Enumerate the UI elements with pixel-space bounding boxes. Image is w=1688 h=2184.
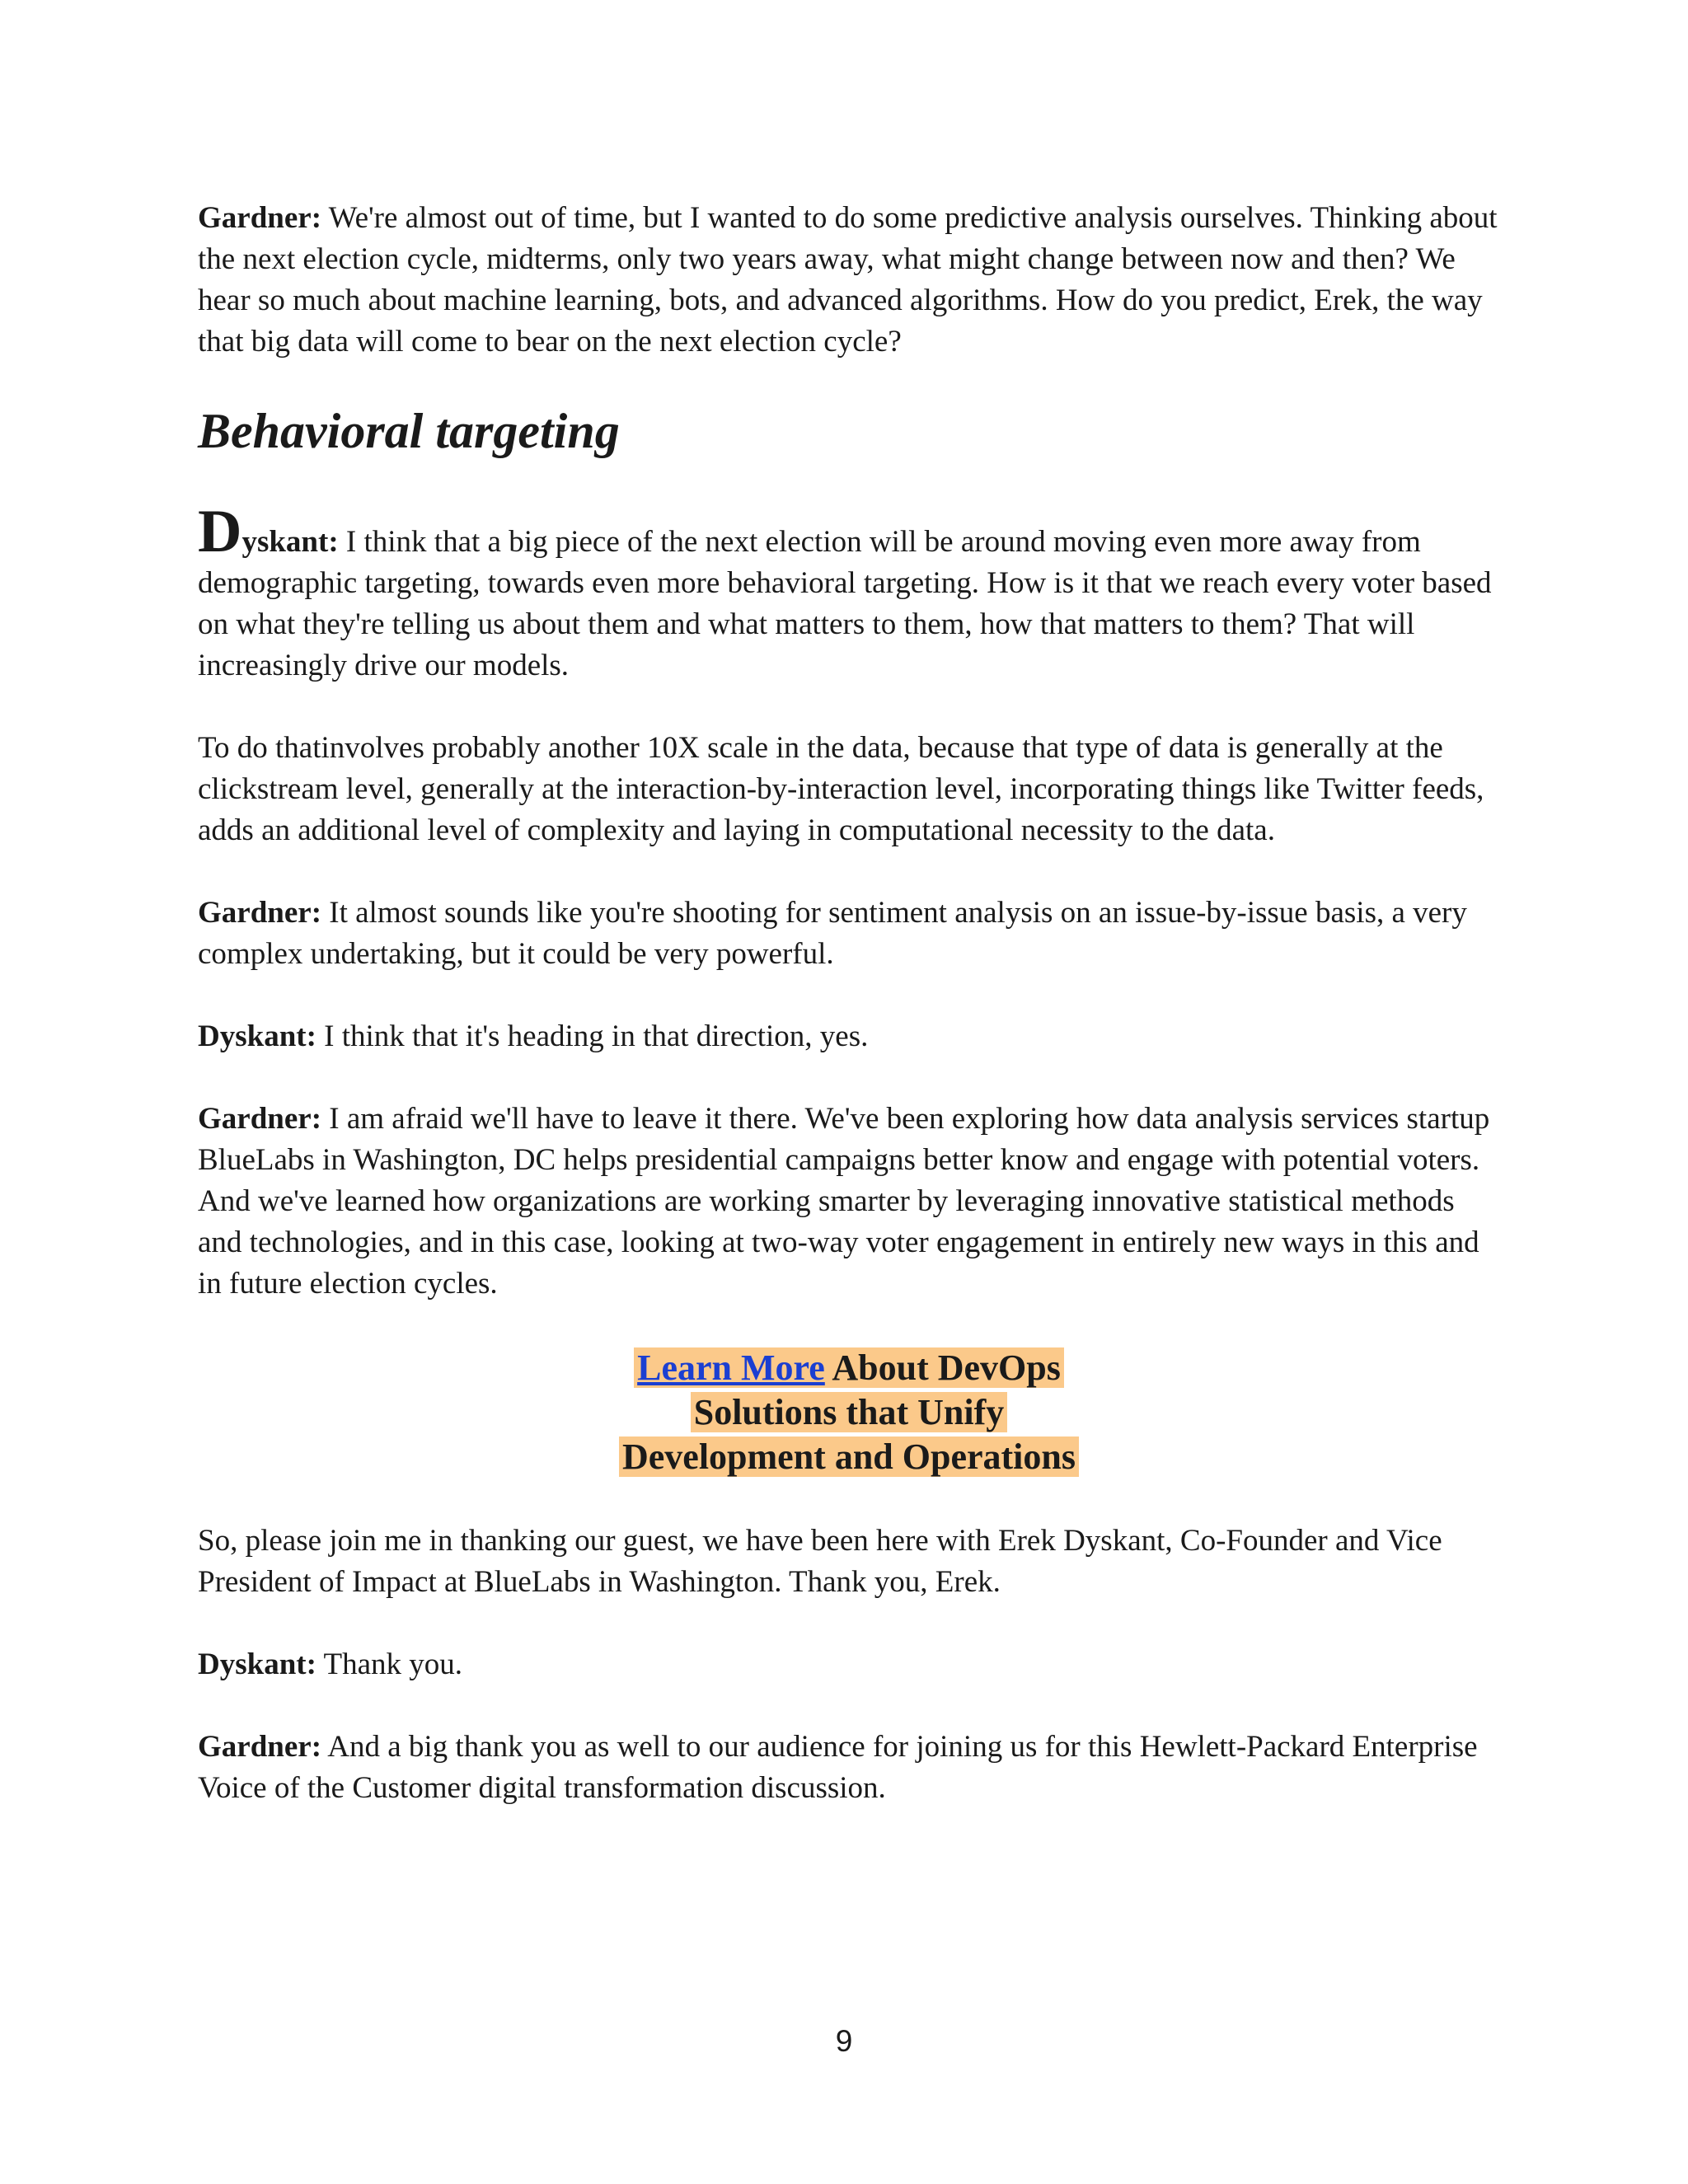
paragraph-text: It almost sounds like you're shooting for sentiment analysis on an issue-by-issue basis, a very complex undertaking, but it could be very powerful. bbox=[198, 896, 1467, 971]
paragraph-text: I think that a big piece of the next election will be around moving even more away from demographic targeting, towards even more behavioral targeting. How is it that we reach every voter based on what they're telling us about them and what matters to them, how that matters to them? That will increasingly drive our models. bbox=[198, 525, 1492, 682]
speaker-name: Gardner: bbox=[198, 201, 322, 235]
document-page bbox=[198, 198, 1500, 1809]
speaker-name: Dyskant: bbox=[198, 1647, 316, 1681]
speaker-name: Dyskant: bbox=[198, 1019, 316, 1053]
drop-cap: D bbox=[198, 498, 242, 565]
paragraph-dyskant-direction bbox=[198, 1016, 1500, 1057]
callout-line-2: Solutions that Unify bbox=[691, 1392, 1008, 1432]
paragraph-text: To do thatinvolves probably another 10X scale in the data, because that type of data is generally at the clickstream level, generally at the interaction-by-interaction level, incorporating things like Twitter feeds, adds an additional level of complexity and laying in computational necessity to the data. bbox=[198, 731, 1484, 847]
paragraph-text: So, please join me in thanking our guest, we have been here with Erek Dyskant, Co-Founder and Vice President of Impact at BlueLabs in Washington. Thank you, Erek. bbox=[198, 1524, 1442, 1599]
callout-text: About DevOps bbox=[824, 1347, 1061, 1388]
paragraph-gardner-sentiment bbox=[198, 893, 1500, 975]
speaker-name: yskant: bbox=[241, 525, 339, 559]
paragraph-gardner-question bbox=[198, 198, 1500, 363]
speaker-name: Gardner: bbox=[198, 1730, 322, 1764]
section-heading: Behavioral targeting bbox=[198, 404, 620, 458]
devops-callout bbox=[198, 1346, 1500, 1479]
paragraph-text: I think that it's heading in that direction, yes. bbox=[316, 1019, 869, 1053]
speaker-name: Gardner: bbox=[198, 1102, 322, 1136]
callout-line-3: Development and Operations bbox=[619, 1436, 1079, 1477]
speaker-name: Gardner: bbox=[198, 896, 322, 930]
paragraph-text: And a big thank you as well to our audience for joining us for this Hewlett-Packard Enterprise Voice of the Customer digital transformation discussion. bbox=[198, 1730, 1478, 1805]
paragraph-text: I am afraid we'll have to leave it there. We've been exploring how data analysis services startup BlueLabs in Washington, DC helps presidential campaigns better know and engage with potential voters. And we've learned how organizations are working smarter by leveraging innovative statistical methods and technologies, and in this case, looking at two-way voter engagement in entirely new ways in this and in future election cycles. bbox=[198, 1102, 1490, 1301]
learn-more-link[interactable]: Learn More bbox=[637, 1347, 825, 1388]
callout-line-1 bbox=[634, 1347, 1064, 1388]
paragraph-dyskant-thanks bbox=[198, 1644, 1500, 1685]
paragraph-dyskant-answer bbox=[198, 498, 1500, 687]
paragraph-text: We're almost out of time, but I wanted to do some predictive analysis ourselves. Thinking about the next election cycle, midterms, only two years away, what might change between now and then? We hear so much about machine learning, bots, and advanced algorithms. How do you predict, Erek, the way that big data will come to bear on the next election cycle? bbox=[198, 201, 1498, 359]
page-number: 9 bbox=[835, 2024, 853, 2058]
paragraph-scale bbox=[198, 728, 1500, 851]
paragraph-text: Thank you. bbox=[316, 1647, 463, 1681]
paragraph-gardner-thanks-audience bbox=[198, 1727, 1500, 1809]
paragraph-thanks-guest bbox=[198, 1521, 1500, 1603]
paragraph-gardner-closing bbox=[198, 1099, 1500, 1305]
